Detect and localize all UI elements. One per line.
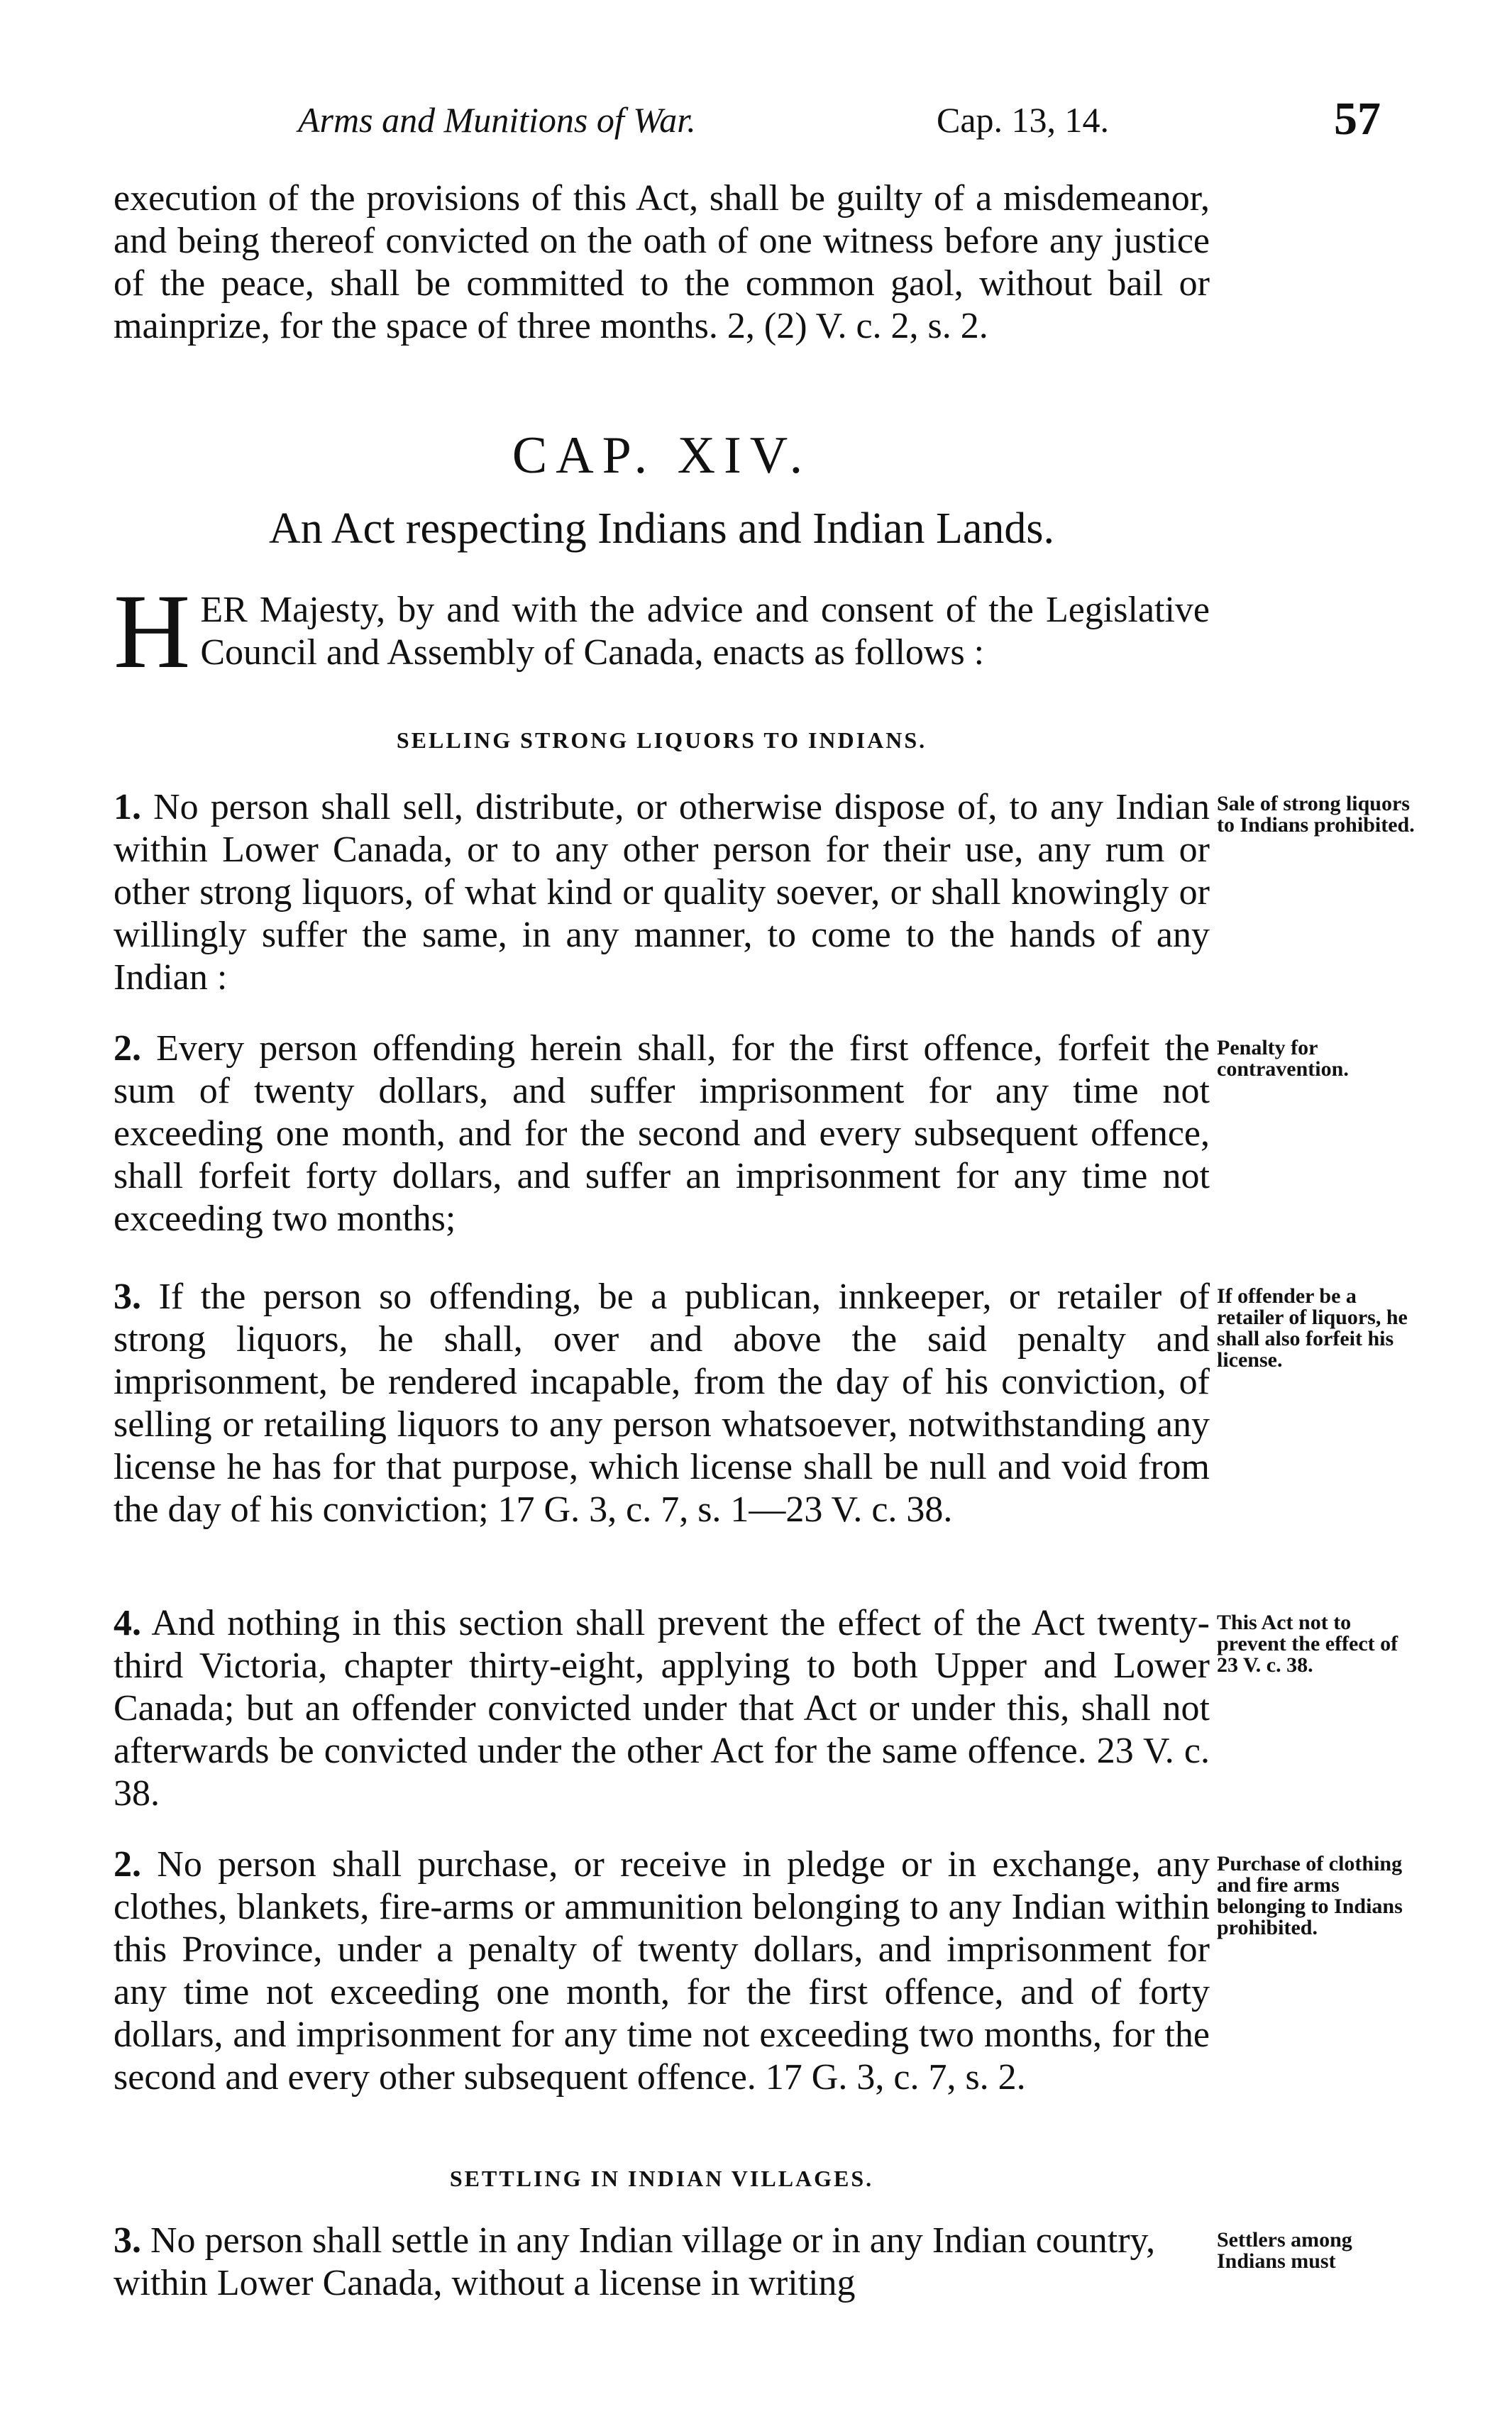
paragraph-text: And nothing in this section shall prevent the effect of the Act twenty-third Victoria, chapter thirty-eight, applying to both Upper and Lower Canada; but an offender convicted under that Act or under this, shall not afterwards be convicted under the other Act for the same offence. 23 V. c. 38. xyxy=(114,1603,1210,1814)
margin-note-settlers: Settlers among Indians must xyxy=(1217,2228,1352,2273)
section-3-paragraph xyxy=(114,2220,1210,2305)
paragraph-text: If the person so offending, be a publican, innkeeper, or retailer of strong liquors, he shall, over and above the said penalty and imprisonment, be rendered incapable, from the day of his conviction, of selling or retailing liquors to any person whatsoever, notwithstanding any license he has for that purpose, which license shall be null and void from the day of his conviction; 17 G. 3, c. 7, s. 1—23 V. c. 38. xyxy=(114,1277,1210,1530)
page-number: 57 xyxy=(1334,93,1381,145)
paragraph-text: No person shall sell, distribute, or otherwise dispose of, to any Indian within Lower Canada, or to any other person for their use, any rum or other strong liquors, of what kind or quality soever, or shall knowingly or willingly suffer the same, in any manner, to come to the hands of any Indian : xyxy=(114,787,1210,998)
section-heading-settling: SETTLING IN INDIAN VILLAGES. xyxy=(449,2166,874,2191)
running-head xyxy=(114,92,1447,156)
running-head-title: Arms and Munitions of War. xyxy=(298,100,696,140)
section-2-paragraph xyxy=(114,1843,1210,2099)
act-title: An Act respecting Indians and Indian Lands. xyxy=(268,505,1055,553)
paragraph-3 xyxy=(114,1276,1210,1531)
intro-paragraph: execution of the provisions of this Act, shall be guilty of a misdemeanor, and being thereof convicted on the oath of one witness before any justice of the peace, shall be committed to the common gaol, without bail or mainprize, for the space of three months. 2, (2) V. c. 2, s. 2. xyxy=(114,178,1210,346)
intro-paragraph-block xyxy=(114,177,1210,348)
margin-note-purchase: Purchase of clothing and fire arms belonging to Indians prohibited. xyxy=(1217,1852,1403,1939)
paragraph-1 xyxy=(114,786,1210,999)
section-number: 3. xyxy=(114,2220,141,2261)
enacting-clause xyxy=(114,573,1210,690)
margin-note-sale-prohibited: Sale of strong liquors to Indians prohibited. xyxy=(1217,792,1415,837)
paragraph-text: No person shall settle in any Indian village or in any Indian country, within Lower Canada, without a license in writing xyxy=(114,2220,1156,2303)
paragraph-number: 2. xyxy=(114,1028,141,1069)
section-heading-selling: SELLING STRONG LIQUORS TO INDIANS. xyxy=(396,727,927,753)
drop-cap: H xyxy=(114,573,191,690)
section-number: 2. xyxy=(114,1844,141,1885)
paragraph-4 xyxy=(114,1602,1210,1815)
margin-note-penalty: Penalty for contravention. xyxy=(1217,1036,1349,1081)
paragraph-number: 1. xyxy=(114,787,141,827)
margin-note-23-v: This Act not to prevent the effect of 23 V. c. 38. xyxy=(1217,1611,1398,1677)
cap-heading: CAP. XIV. xyxy=(512,426,812,485)
margin-note-retailer: If offender be a retailer of liquors, he shall also forfeit his license. xyxy=(1217,1284,1408,1372)
paragraph-number: 4. xyxy=(114,1603,141,1643)
paragraph-number: 3. xyxy=(114,1277,141,1317)
enacting-clause-text: ER Majesty, by and with the advice and consent of the Legislative Council and Assembly of Canada, enacts as follows : xyxy=(200,590,1210,673)
paragraph-text: No person shall purchase, or receive in pledge or in exchange, any clothes, blankets, fire-arms or ammunition belonging to any Indian within this Province, under a penalty of twenty dollars, and imprisonment for any time not exceeding one month, for the first offence, and of forty dollars, and imprisonment for any time not exceeding two months, for the second and every other subsequent offence. 17 G. 3, c. 7, s. 2. xyxy=(114,1844,1210,2098)
running-head-chapter: Cap. 13, 14. xyxy=(937,100,1110,140)
paragraph-text: Every person offending herein shall, for the first offence, forfeit the sum of twenty dollars, and suffer imprisonment for any time not exceeding one month, and for the second and every subsequent offence, shall forfeit forty dollars, and suffer an imprisonment for any time not exceeding two months; xyxy=(114,1028,1210,1239)
paragraph-2 xyxy=(114,1027,1210,1240)
